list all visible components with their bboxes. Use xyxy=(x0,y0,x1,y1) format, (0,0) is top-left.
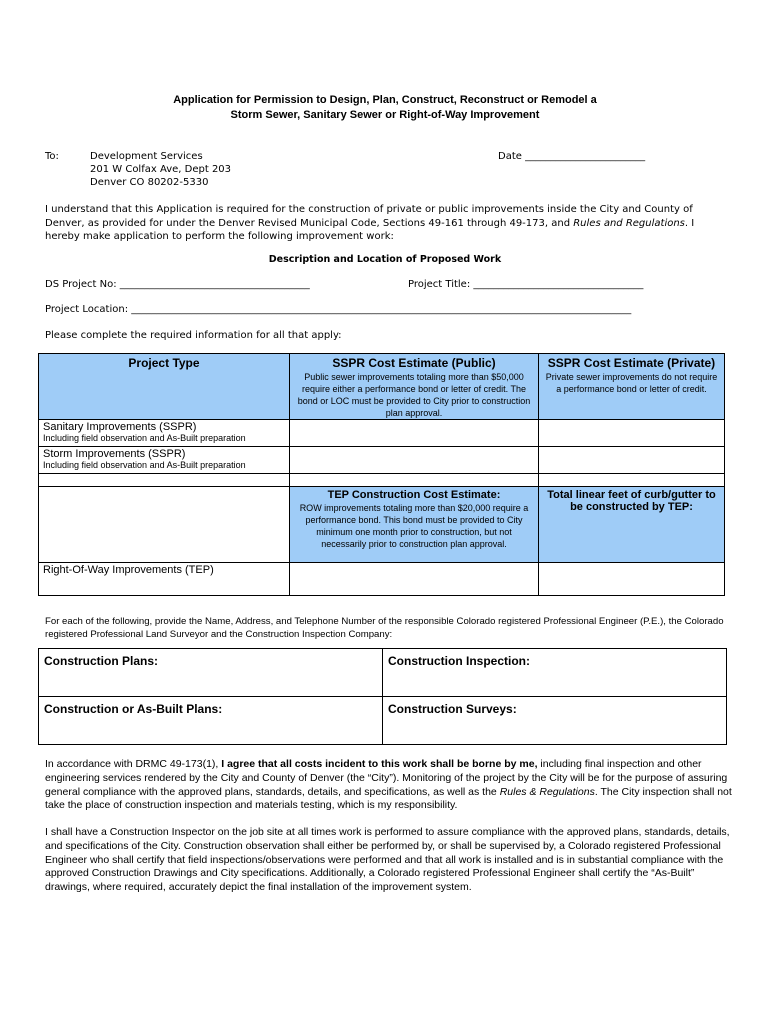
table-row xyxy=(39,420,725,447)
sspr-public-header: SSPR Cost Estimate (Public) xyxy=(332,356,496,370)
curb-header-cell xyxy=(539,487,725,563)
address-line3: Denver CO 80202-5330 xyxy=(90,177,209,188)
to-label: To: xyxy=(45,151,59,162)
agreement-text: . The City inspection shall not take the place of construction inspection and materials testing, which is my responsibility. xyxy=(45,785,732,812)
sspr-public-note: Public sewer improvements totaling more than $50,000 require either a performance bond or letter of credit. The bond or LOC must be provided to City prior to construction plan approval. xyxy=(297,372,531,418)
agreement-text: including final inspection and other engineering services rendered by the City and County of Denver (the “City”). Monitoring of the project by the City will be for the purpose of assuring general compliance with the approved plans, standards, details, and specifications, as well as the xyxy=(45,758,728,798)
sspr-private-note: Private sewer improvements do not require a performance bond or letter of credit. xyxy=(545,372,718,394)
tep-empty-cell xyxy=(39,487,290,563)
sspr-private-header-cell xyxy=(539,354,725,420)
construction-surveys-label: Construction Surveys: xyxy=(388,702,517,716)
tep-header-cell xyxy=(290,487,539,563)
intro-text: I understand that this Application is required for the construction of private or public improvements inside the City and County of Denver, as provided for under the Denver Revised Municipal Code, Sections 49-161 through 49-173, and xyxy=(45,204,693,229)
sanitary-private-input[interactable] xyxy=(539,420,725,447)
sspr-private-header: SSPR Cost Estimate (Private) xyxy=(547,356,716,370)
form-title-line1: Application for Permission to Design, Plan, Construct, Reconstruct or Remodel a xyxy=(173,94,597,106)
storm-label-cell xyxy=(39,447,290,474)
rules-regulations-ref: Rules & Regulations xyxy=(499,785,595,798)
project-title-field[interactable]: Project Title: __________________________________ xyxy=(408,279,644,290)
contacts-table xyxy=(38,648,727,745)
curb-feet-input[interactable] xyxy=(539,563,725,596)
project-location-field[interactable]: Project Location: ____________________________________________________________________________________________________ xyxy=(45,304,632,315)
row-improvements-label: Right-Of-Way Improvements (TEP) xyxy=(43,564,214,576)
responsible-parties-text: For each of the following, provide the Name, Address, and Telephone Number of the responsible Colorado registered Professional Engineer (P.E.), the Colorado registered Professional Land Surveyor and the Construction Inspection Company: xyxy=(45,616,724,640)
sanitary-sub: Including field observation and As-Built preparation xyxy=(43,433,246,443)
storm-label: Storm Improvements (SSPR) xyxy=(43,448,186,460)
address-line2: 201 W Colfax Ave, Dept 203 xyxy=(90,164,232,175)
instruction-text: Please complete the required information for all that apply: xyxy=(45,330,342,341)
spacer-row xyxy=(39,474,725,487)
as-built-plans-field[interactable] xyxy=(39,697,383,745)
construction-plans-field[interactable] xyxy=(39,649,383,697)
curb-gutter-header: Total linear feet of curb/gutter to be constructed by TEP: xyxy=(547,489,716,513)
project-type-header-cell xyxy=(39,354,290,420)
agreement-paragraph-2: I shall have a Construction Inspector on the job site at all times work is performed to assure compliance with the approved plans, standards, details, and specifications of the City. Construction observation shall either be performed by, or shall be supervised by, a Colorado registered Professional Engineer who shall certify that field inspections/observations were performed and that all work is installed and is in substantial compliance with the approved Construction Drawings and City specifications. Additionally, a Colorado registered Professional Engineer shall certify the “As-Built” drawings, where required, accurately depict the final installation of the improvement system. xyxy=(45,826,730,894)
storm-public-input[interactable] xyxy=(290,447,539,474)
storm-private-input[interactable] xyxy=(539,447,725,474)
storm-sub: Including field observation and As-Built preparation xyxy=(43,460,246,470)
construction-plans-label: Construction Plans: xyxy=(44,654,159,668)
address-line1: Development Services xyxy=(90,151,203,162)
tep-cost-input[interactable] xyxy=(290,563,539,596)
description-heading: Description and Location of Proposed Work xyxy=(268,254,502,265)
project-type-header: Project Type xyxy=(128,356,200,370)
tep-note: ROW improvements totaling more than $20,000 require a performance bond. This bond must be provided to City minimum one month prior to construction, but not necessarily prior to construction plan approval. xyxy=(299,503,529,549)
sanitary-label: Sanitary Improvements (SSPR) xyxy=(43,421,197,433)
sspr-public-header-cell xyxy=(290,354,539,420)
date-field[interactable]: Date ________________________ xyxy=(498,151,646,162)
rules-regulations-ref: Rules and Regulations xyxy=(573,217,685,229)
sanitary-label-cell xyxy=(39,420,290,447)
intro-text-end: . I hereby make application to perform the following improvement work: xyxy=(45,217,695,242)
agreement-paragraph-1 xyxy=(45,758,735,813)
table-row xyxy=(39,447,725,474)
cost-estimate-table xyxy=(38,353,725,596)
sanitary-public-input[interactable] xyxy=(290,420,539,447)
construction-inspection-field[interactable] xyxy=(383,649,727,697)
ds-project-no-field[interactable]: DS Project No: ______________________________________ xyxy=(45,279,310,290)
construction-surveys-field[interactable] xyxy=(383,697,727,745)
as-built-plans-label: Construction or As-Built Plans: xyxy=(44,702,223,716)
form-title-line2: Storm Sewer, Sanitary Sewer or Right-of-Way Improvement xyxy=(230,109,540,121)
intro-paragraph xyxy=(45,203,730,244)
agreement-bold-text: I agree that all costs incident to this work shall be borne by me, xyxy=(221,758,538,770)
row-label-cell xyxy=(39,563,290,596)
table-row xyxy=(39,563,725,596)
agreement-text: In accordance with DRMC 49-173(1), xyxy=(45,758,222,770)
tep-header: TEP Construction Cost Estimate: xyxy=(327,489,501,501)
construction-inspection-label: Construction Inspection: xyxy=(388,654,530,668)
